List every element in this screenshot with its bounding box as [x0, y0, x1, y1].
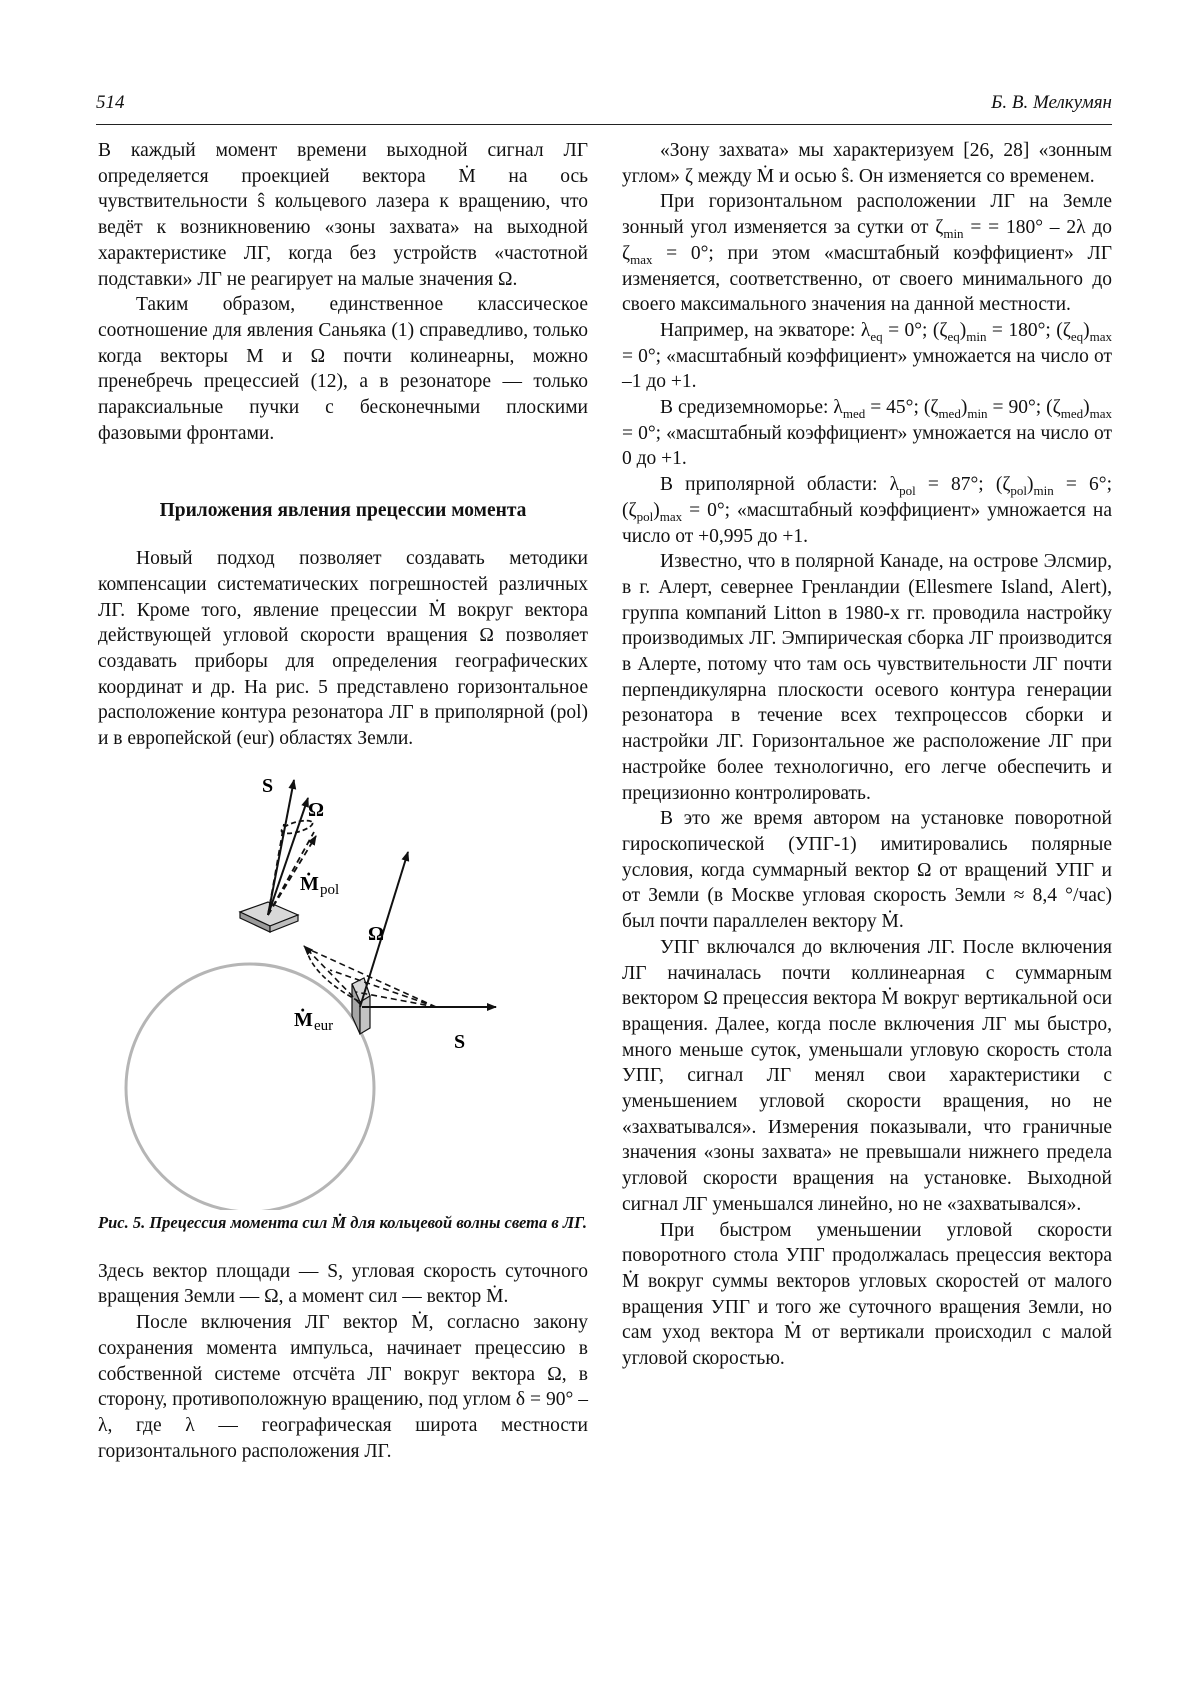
left-paragraph-2: Таким образом, единственное классическое соотношение для явления Саньяка (1) справедливо, только когда векторы M и Ω почти колинеарны, можно пренебречь прецессией (12), а в резонаторе — только параксиальные пучки с бесконечными плоскими фазовыми фронтами.	[98, 294, 588, 444]
label-pol-subscript: pol	[320, 881, 340, 898]
left-paragraph-4: Здесь вектор площади — S, угловая скорость суточного вращения Земли — Ω, а момент сил — вектор Ṁ.	[98, 1260, 588, 1308]
right-paragraph-7: В это же время автором на установке поворотной гироскопической (УПГ-1) имитировались полярные условия, когда суммарный вектор Ω от вращений УПГ и от Земли (в Москве угловая скорость Земли ≈ 8,4 °/час) был почти параллелен вектору Ṁ.	[622, 808, 1112, 933]
left-paragraph-1: В каждый момент времени выходной сигнал ЛГ определяется проекцией вектора Ṁ на ось чувствительности ŝ кольцевого лазера к вращению, что ведёт к возникновению «зоны захвата» на выходной характеристике ЛГ, когда без устройств «частотной подставки» ЛГ не реагирует на малые значения Ω.	[98, 140, 588, 290]
right-paragraph-8: УПГ включался до включения ЛГ. После включения ЛГ начиналась почти коллинеарная с суммарным вектором Ω прецессия вектора Ṁ вокруг вертикальной оси вращения. Далее, когда после включения ЛГ мы быстро, много меньше суток, уменьшали угловую скорость стола УПГ, сигнал ЛГ менял свои характеристики с уменьшением угловой скорости вращения, но не «захватывался». Измерения показывали, что граничные значения «зоны захвата» не превышали нижнего предела угловой скорости вращения на установке. Выходной сигнал ЛГ уменьшался линейно, но не «захватывался».	[622, 936, 1112, 1215]
running-header	[96, 90, 1112, 125]
label-eur-subscript: eur	[314, 1017, 334, 1034]
figure-5	[98, 770, 588, 1210]
left-paragraph-5: После включения ЛГ вектор Ṁ, согласно закону сохранения момента импульса, начинает прецессию в собственной системе отсчёта ЛГ вокруг вектора Ω, в сторону, противоположную вращению, под углом δ = 90° – λ, где λ — географическая широта местности горизонтального расположения ЛГ.	[98, 1312, 588, 1462]
right-paragraph-1: «Зону захвата» мы характеризуем [26, 28] «зонным углом» ζ между Ṁ и осью ŝ. Он изменяется со временем.	[622, 140, 1112, 187]
figure-caption: Рис. 5. Прецессия момента сил Ṁ для кольцевой волны света в ЛГ.	[98, 1212, 588, 1232]
precession-diagram	[98, 770, 588, 1210]
left-column	[98, 138, 588, 1464]
page-number: 514	[96, 92, 125, 113]
right-paragraph-3: Например, на экваторе: $\lambda_{eq} = 0^\circ$; $(\zeta_{eq})_{min} = 180^\circ$; $(\zeta_{eq})_{max} = 0^\circ$; «масштабный коэффициент» умножается на число от –1 до +1.	[622, 319, 1113, 393]
left-paragraph-3: Новый подход позволяет создавать методики компенсации систематических погрешностей различных ЛГ. Кроме того, явление прецессии Ṁ вокруг вектора действующей угловой скорости вращения Ω позволяет создавать приборы для определения географических координат и др. На рис. 5 представлено горизонтальное расположение контура резонатора ЛГ в приполярной (pol) и в европейской (eur) областях Земли.	[98, 548, 588, 750]
right-column	[622, 138, 1112, 1372]
section-heading: Приложения явления прецессии момента	[159, 500, 527, 522]
label-omega-mid: Ω	[368, 922, 385, 945]
label-m-eur: Ṁ	[294, 1008, 313, 1031]
right-paragraph-4: В средиземноморье: $\lambda_{med} = 45^\circ$; $(\zeta_{med})_{min} = 90^\circ$; $(\zeta_{med})_{max} = 0^\circ$; «масштабный коэффициент» умножается на число от 0 до +1.	[622, 397, 1113, 470]
label-s-top: S	[262, 774, 274, 797]
label-omega-top: Ω	[308, 798, 325, 821]
right-paragraph-6: Известно, что в полярной Канаде, на острове Элсмир, в г. Алерт, севернее Гренландии (Ellesmere Island, Alert), группа компаний Litton в 1980-х гг. проводила настройку производимых ЛГ. Эмпирическая сборка ЛГ производится в Алерте, потому что там ось чувствительности ЛГ почти перпендикулярна плоскости осевого контура генерации резонатора в течение всех техпроцессов сборки и настройки ЛГ. Горизонтальное же расположение ЛГ при настройке более технологично, его легче обеспечить и прецизионно контролировать.	[622, 551, 1112, 804]
label-s-right: S	[454, 1030, 466, 1053]
right-paragraph-5: В приполярной области: $\lambda_{pol} = 87^\circ$; $(\zeta_{pol})_{min} = 6^\circ$; $(\zeta_{pol})_{max} = 0^\circ$; «масштабный коэффициент» умножается на число от +0,995 до +1.	[622, 474, 1112, 547]
running-author: Б. В. Мелкумян	[991, 92, 1112, 113]
right-paragraph-2: При горизонтальном расположении ЛГ на Земле зонный угол изменяется за сутки от $\zeta_{min}$ = = 180° – 2λ до $\zeta_{max} = 0^\circ$; при этом «масштабный коэффициент» ЛГ изменяется, соответственно, от своего минимального до своего максимального значения на данной местности.	[622, 191, 1112, 316]
label-m-pol: Ṁ	[300, 872, 319, 895]
right-paragraph-9: При быстром уменьшении угловой скорости поворотного стола УПГ продолжалась прецессия вектора Ṁ вокруг суммы векторов угловых скоростей от малого вращения УПГ и того же суточного вращения Земли, но сам уход вектора Ṁ от вертикали происходил с малой угловой скоростью.	[622, 1219, 1112, 1370]
earth-circle	[126, 964, 374, 1210]
